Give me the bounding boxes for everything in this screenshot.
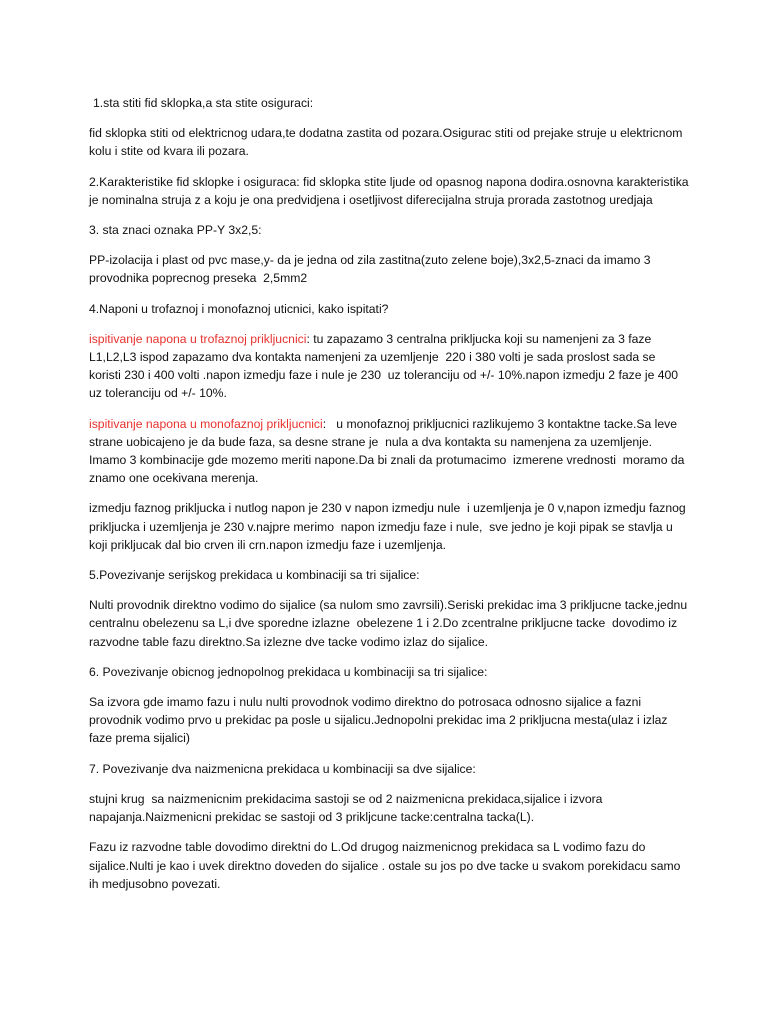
answer-5: Nulti provodnik direktno vodimo do sijalice (sa nulom smo zavrsili).Seriski prekidac ima 3 prikljucne tacke,jednu centralnu obelezenu sa L,i dve sporedne izlazne obelezene 1 i 2.Do zcentralne prikljucne tacke dovodimo iz razvodne table fazu direktno.Sa izlezne dve tacke vodimo izlaz do sijalice. bbox=[89, 598, 691, 649]
question-answer-2: 2.Karakteristike fid sklopke i osiguraca: fid sklopka stite ljude od opasnog napona dodira.osnovna karakteristika je nominalna struja z a koju je ona predvidjena i osetljivost diferecijalna struja prorada zastotnog uredjaja bbox=[89, 174, 692, 207]
document-body bbox=[89, 94, 692, 905]
question-3: 3. sta znaci oznaka PP-Y 3x2,5: bbox=[89, 223, 262, 238]
question-6: 6. Povezivanje obicnog jednopolnog prekidaca u kombinaciji sa tri sijalice: bbox=[89, 664, 488, 679]
question-7: 7. Povezivanje dva naizmenicna prekidaca u kombinaciji sa dve sijalice: bbox=[89, 761, 476, 776]
answer-3: PP-izolacija i plast od pvc mase,y- da je jedna od zila zastitna(zuto zelene boje),3x2,5-znaci da imamo 3 provodnika poprecnog preseka 2,5mm2 bbox=[89, 253, 654, 286]
answer-4-trofazna-text: : tu zapazamo 3 centralna prikljucka koji su namenjeni za 3 faze L1,L2,L3 ispod zapazamo dva kontakta namenjeni za uzemljenje 220 i 380 volti je sada proslost sada se koristi 230 i 400 volti .napon izmedju faze i nule je 230 uz toleranciju od +/- 10%.napon izmedju 2 faze je 400 uz toleranciju od +/- 10%. bbox=[89, 331, 682, 401]
question-1: 1.sta stiti fid sklopka,a sta stite osiguraci: bbox=[93, 96, 314, 110]
highlight-trofazna: ispitivanje napona u trofaznoj prikljucnici bbox=[89, 331, 307, 346]
answer-6: Sa izvora gde imamo fazu i nulu nulti provodnok vodimo direktno do potrosaca odnosno sijalice a fazni provodnik vodimo prvo u prekidac pa posle u sijalicu.Jednopolni prekidac ima 2 prikljucna mesta(ulaz i izlaz faze prema sijalici) bbox=[89, 695, 671, 746]
answer-4-trofazna bbox=[89, 330, 689, 403]
question-5: 5.Povezivanje serijskog prekidaca u kombinaciji sa tri sijalice: bbox=[89, 568, 420, 583]
answer-7-part-1: stujni krug sa naizmenicnim prekidacima sastoji se od 2 naizmenicna prekidaca,sijalice i izvora napajanja.Naizmenicni prekidac se sastoji od 3 prikljcune tacke:centralna tacka(L). bbox=[89, 791, 606, 825]
question-4: 4.Naponi u trofaznoj i monofaznoj uticnici, kako ispitati? bbox=[89, 301, 389, 316]
answer-1: fid sklopka stiti od elektricnog udara,te dodatna zastita od pozara.Osigurac stiti od prejake struje u elektricnom kolu i stite od kvara ili pozara. bbox=[89, 126, 686, 159]
answer-4-measurements: izmedju faznog prikljucka i nutlog napon je 230 v napon izmedju nule i uzemljenja je 0 v,napon izmedju faznog prikljucka i uzemljenja je 230 v.najpre merimo napon izmedju faze i nule, sve jedno je koji pipak se stavlja u koji prikljucak dal bio crven ili crn.napon izmedju faze i uzemljenja. bbox=[89, 501, 690, 552]
answer-7-part-2: Fazu iz razvodne table dovodimo direktni do L.Od drugog naizmenicnog prekidaca sa L vodimo fazu do sijalice.Nulti je kao i uvek direktno doveden do sijalice . ostale su jos po dve tacke u svakom porekidacu samo ih medjusobno povezati. bbox=[89, 840, 684, 891]
highlight-monofazna: ispitivanje napona u monofaznoj prikljucnici bbox=[89, 416, 323, 431]
answer-4-monofazna-text: : u monofaznoj prikljucnici razlikujemo 3 kontaktne tacke.Sa leve strane uobicajeno je da bude faza, sa desne strane je nula a dva kontakta su namenjena za uzemljenje. Imamo 3 kombinacije gde mozemo meriti napone.Da bi znali da protumacimo izmerene vrednosti moramo da znamo one ocekivana merenja. bbox=[89, 416, 688, 486]
answer-4-monofazna bbox=[89, 415, 689, 488]
